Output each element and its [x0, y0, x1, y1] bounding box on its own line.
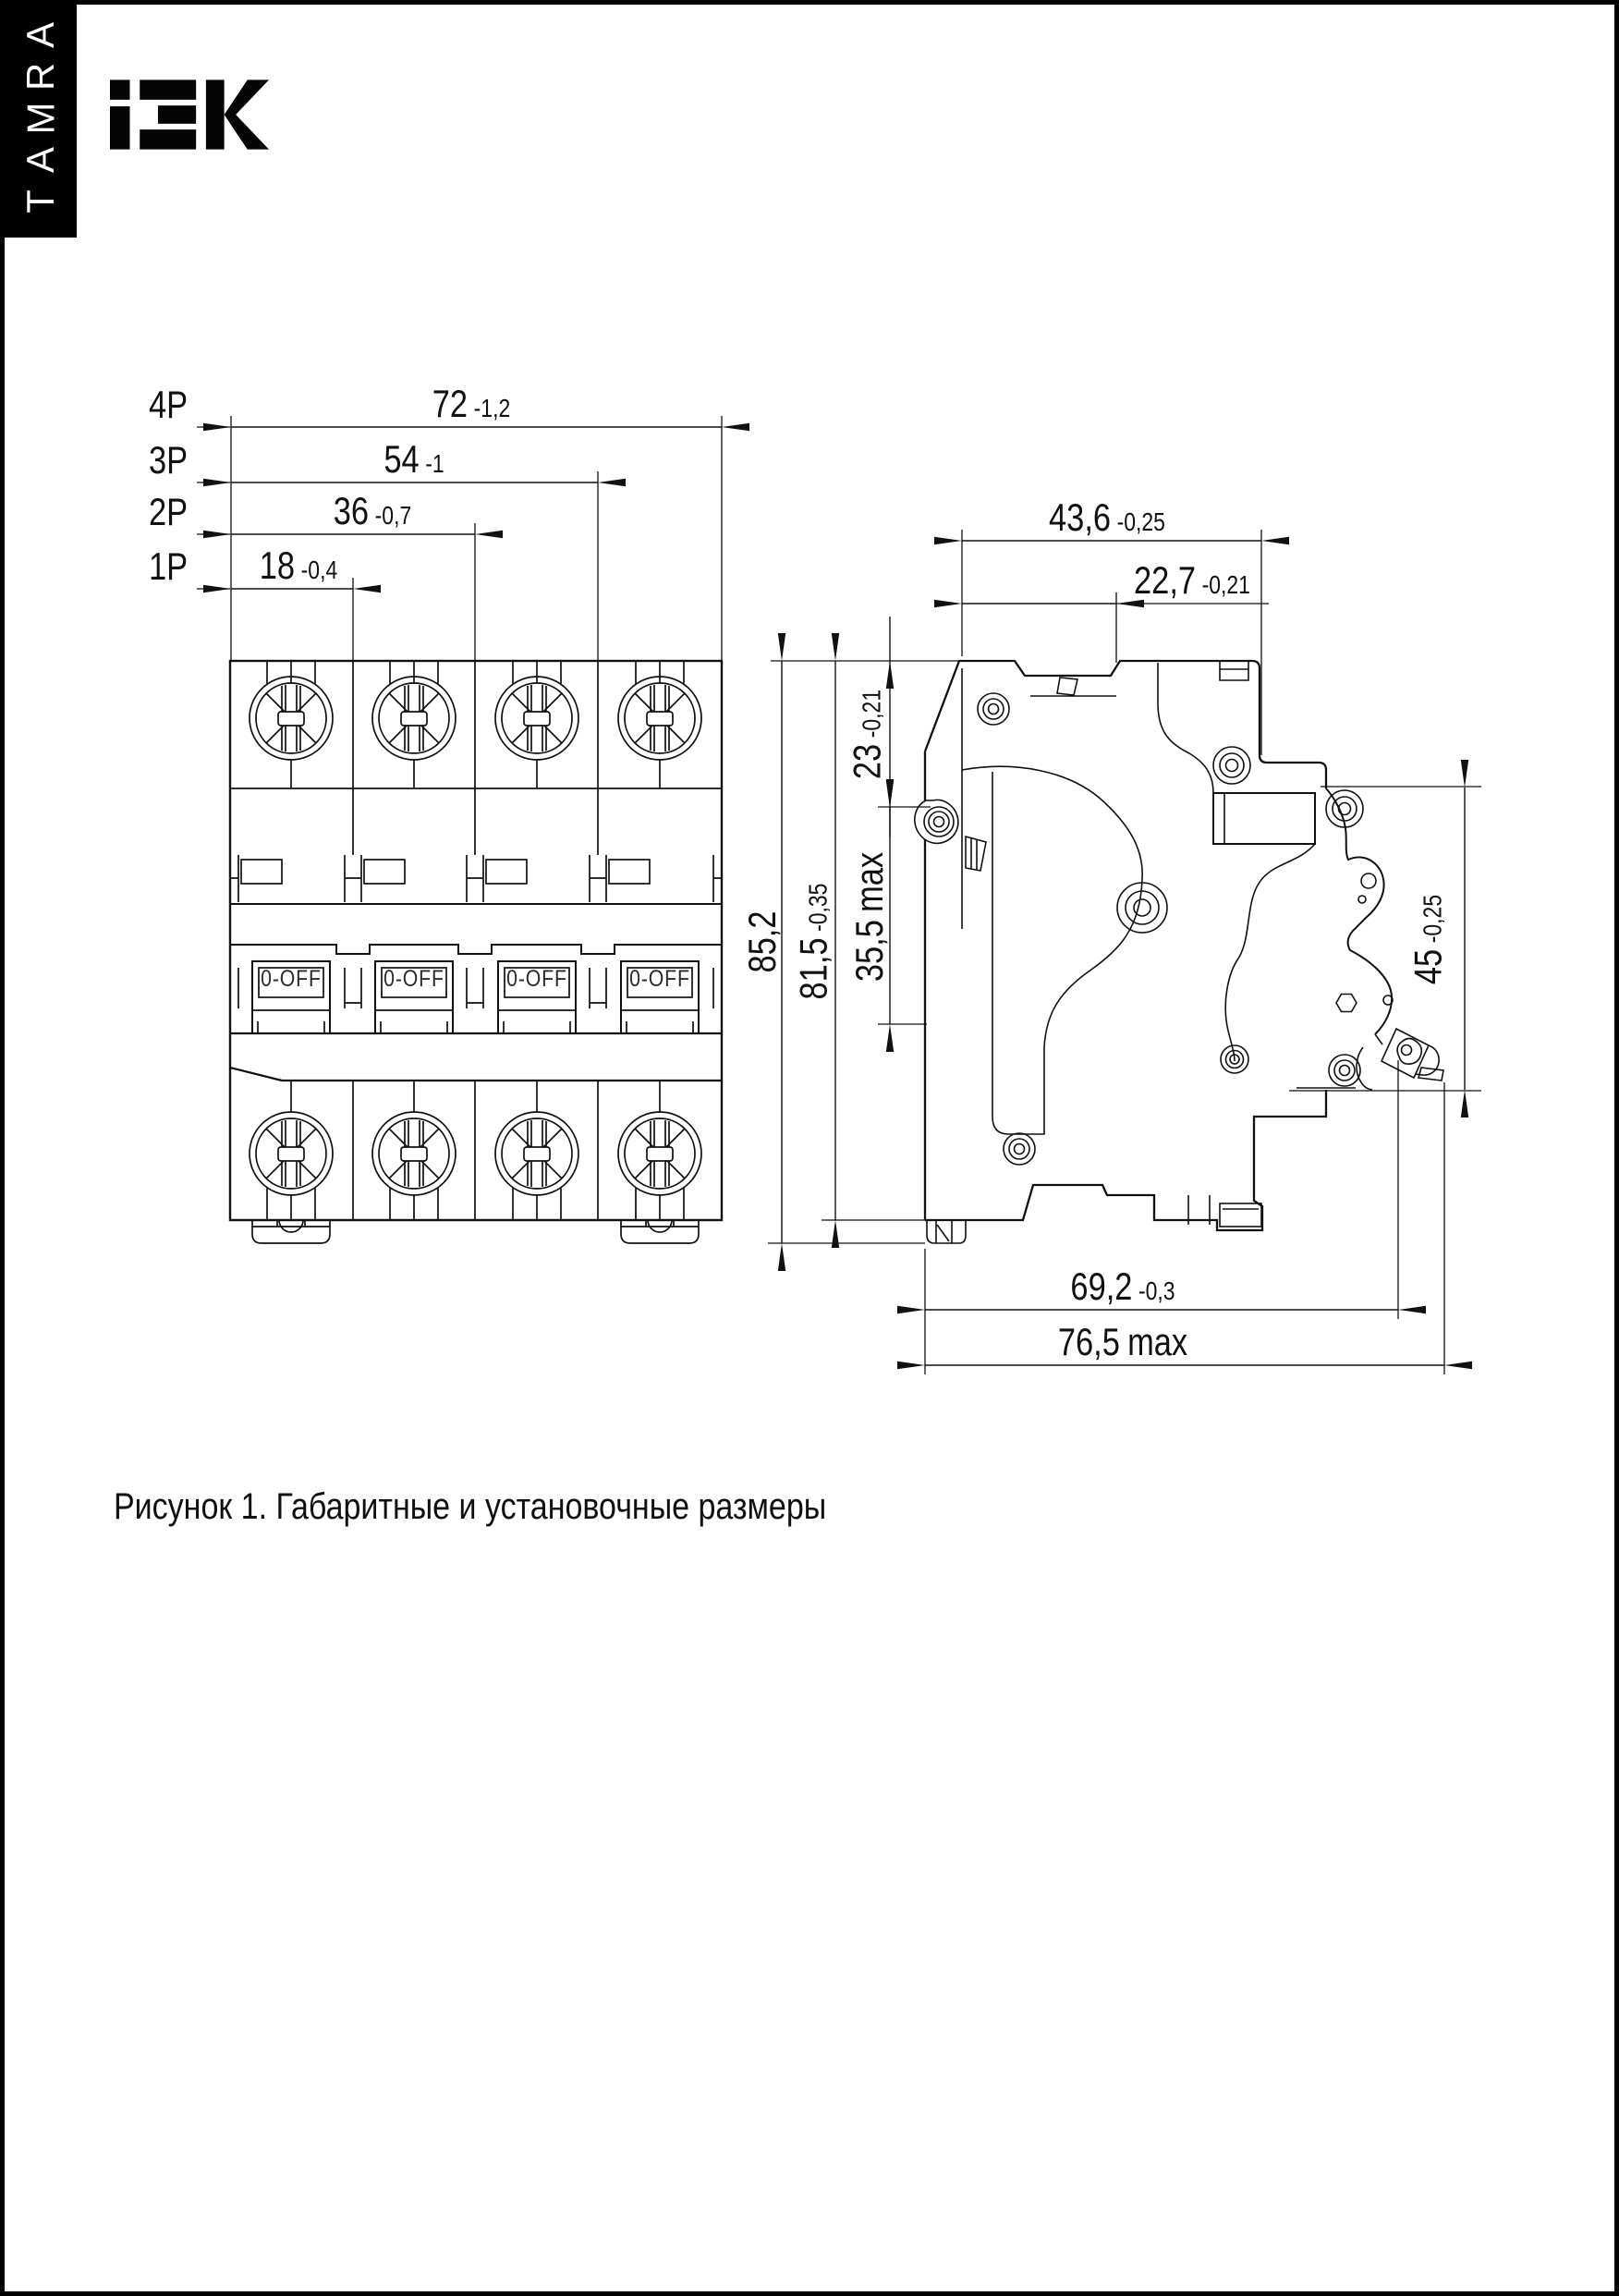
dim-width-4p: 72 -1,2 [432, 382, 511, 425]
dim-depth-max: 76,5 max [1057, 1320, 1188, 1363]
handle-marking-4: 0-OFF [629, 966, 690, 992]
dim-handle-offset: 23-0,21 [845, 689, 889, 780]
dim-height-total: 85,2 [740, 910, 784, 973]
dim-width-total: 43,6 -0,25 [1049, 495, 1165, 539]
dim-depth-body: 69,2 -0,3 [1070, 1264, 1175, 1308]
pole-label-2p: 2P [149, 490, 189, 533]
technical-drawing [5, 5, 1619, 2296]
armat-vertical-text: A R M A T [18, 21, 62, 214]
dim-width-1p: 18 -0,4 [259, 543, 338, 587]
pole-label-4p: 4P [149, 383, 189, 426]
dim-din-recess: 45-0,25 [1406, 894, 1450, 985]
din-clip-feet [252, 1220, 699, 1243]
pole-label-3p: 3P [149, 438, 189, 482]
dim-width-3p: 54 -1 [383, 437, 444, 481]
rivets [978, 693, 1363, 1165]
figure-caption: Рисунок 1. Габаритные и установочные размеры [114, 1486, 827, 1527]
front-view-drawing [230, 661, 722, 1243]
dim-height-body: 81,5-0,35 [791, 883, 835, 1000]
handle-marking-3: 0-OFF [506, 966, 567, 992]
handle-marking-2: 0-OFF [383, 966, 444, 992]
pole-label-1p: 1P [149, 544, 189, 588]
dim-handle-depth-max: 35,5max [847, 851, 891, 983]
handle-marking-1: 0-OFF [261, 966, 322, 992]
dim-width-2p: 36 -0,7 [333, 489, 412, 532]
dim-width-front: 22,7 -0,21 [1134, 558, 1250, 602]
side-view-drawing [915, 661, 1443, 1243]
